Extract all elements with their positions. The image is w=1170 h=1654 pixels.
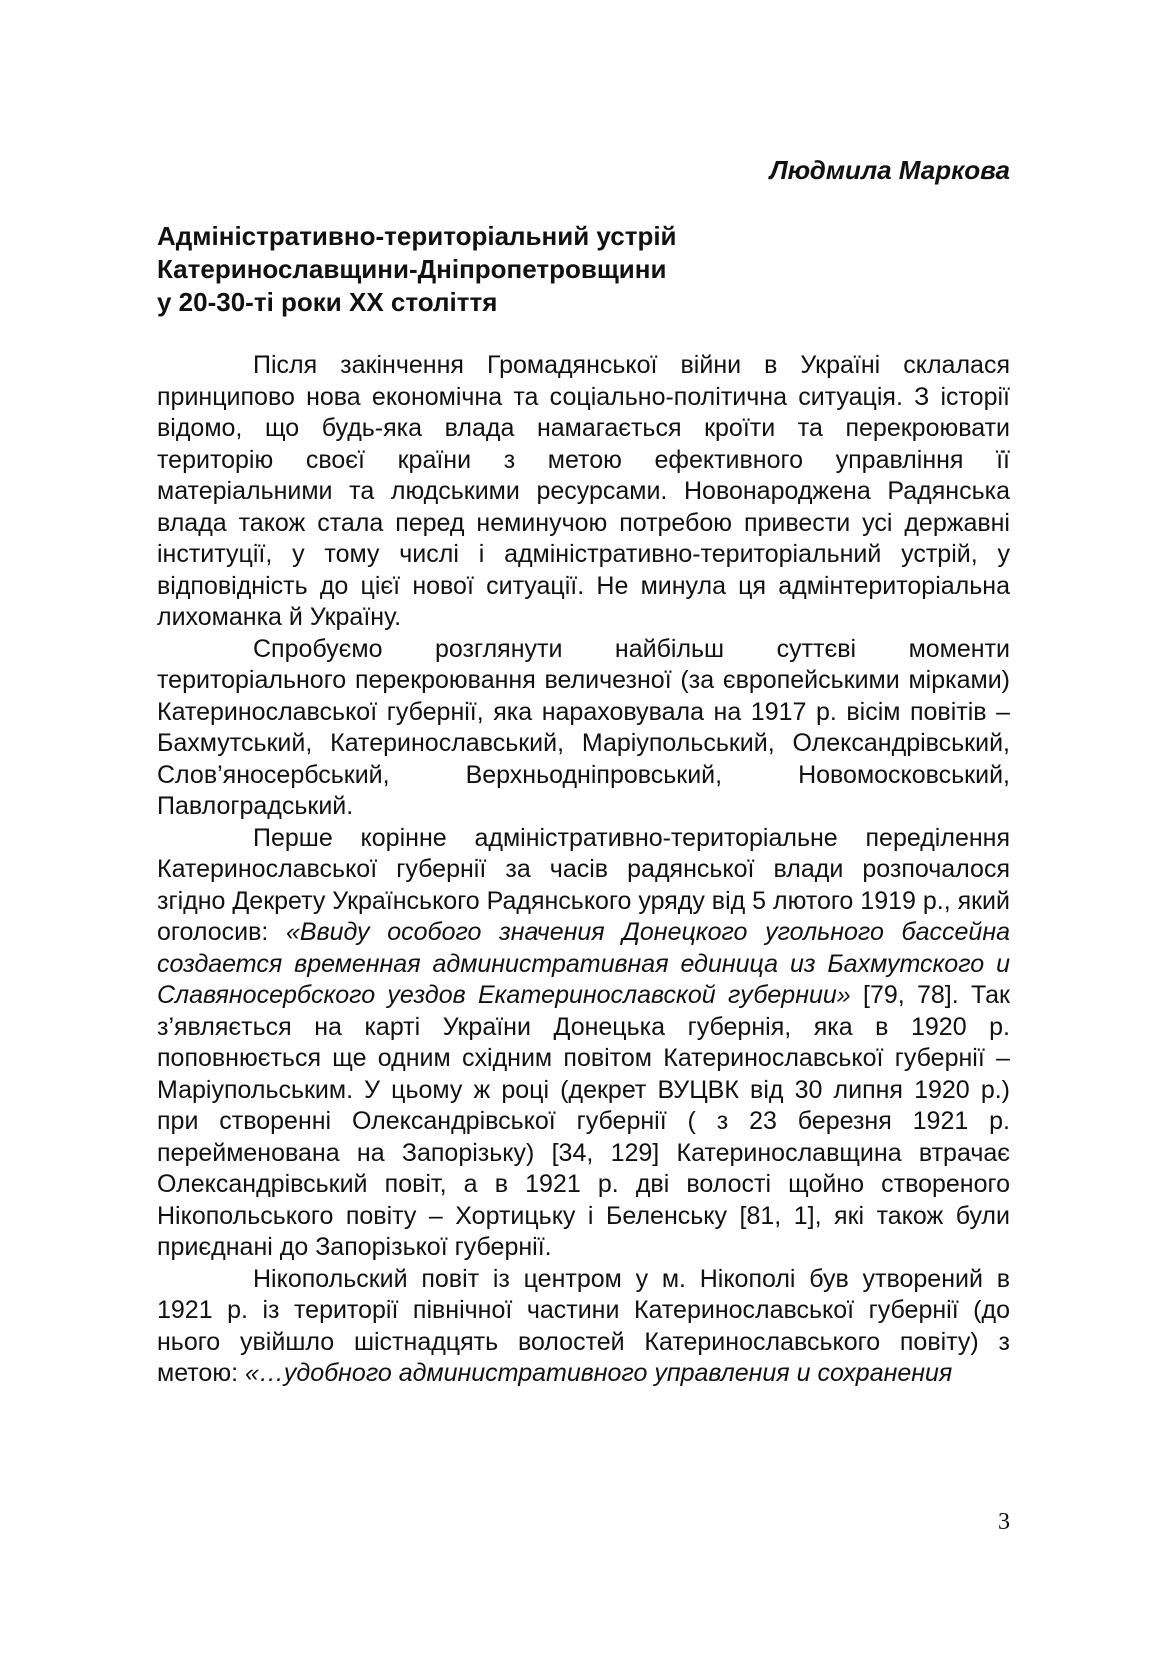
- article-title: [157, 220, 917, 319]
- paragraph: [157, 350, 1010, 634]
- title-line: у 20-30-ті роки ХХ століття: [157, 287, 498, 317]
- page-number: 3: [998, 1509, 1010, 1535]
- title-line: Катеринославщини-Дніпропетровщини: [157, 254, 667, 284]
- quoted-decree-text: «Ввиду особого значения Донецкого угольного бассейна создается временная административная единица из Бахмутского и Славяносербского уездов Екатеринославской губернии»: [157, 918, 1010, 1009]
- paragraph-text: Перше корінне адміністративно-територіальне переділення Катеринославської губернії за часів радянської влади розпочалося згідно Декрету Українського Радянського уряду від 5 лютого 1919 р., який оголосив:: [157, 823, 1010, 946]
- paragraph: [157, 634, 1010, 823]
- title-line: Адміністративно-територіальний устрій: [157, 221, 677, 251]
- paragraph-text: Після закінчення Громадянської війни в Україні склалася принципово нова економічна та соціально-політична ситуація. З історії відомо, що будь-яка влада намагається кроїти та перекроювати територію своєї країни з метою ефективного управління її матеріальними та людськими ресурсами. Новонароджена Радянська влада також стала перед неминучою потребою привести усі державні інституції, у тому числі і адміністративно-територіальний устрій, у відповідність до цієї нової ситуації. Не минула ця адмінтериторіальна лихоманка й Україну.: [157, 351, 1010, 631]
- paragraph: [157, 1264, 1010, 1390]
- paragraph-text: [79, 78]. Так з’являється на карті України Донецька губернія, яка в 1920 р. поповнюється ще одним східним повітом Катеринославської губернії – Маріупольським. У цьому ж році (декрет ВУЦВК від 30 липня 1920 р.) при створенні Олександрівської губернії ( з 23 березня 1921 р. перейменована на Запорізьку) [34, 129] Катеринославщина втрачає Олександрівський повіт, а в 1921 р. дві волості щойно створеного Нікопольського повіту – Хортицьку і Беленську [81, 1], які також були приєднані до Запорізької губернії.: [157, 981, 1010, 1261]
- paragraph-text: Спробуємо розглянути найбільш суттєві моменти територіального перекроювання величезної (за європейськими мірками) Катеринославської губернії, яка нараховувала на 1917 р. вісім повітів – Бахмутський, Катеринославський, Маріупольський, Олександрівський, Слов’яносербський, Верхньодніпровський, Новомосковський, Павлоградський.: [157, 634, 1010, 820]
- paragraph-text: Нікопольский повіт із центром у м. Нікополі був утворений в 1921 р. із території північної частини Катеринославської губернії (до нього увійшло шістнадцять волостей Катеринославського повіту) з метою:: [157, 1264, 1010, 1387]
- author-name: Людмила Маркова: [769, 155, 1010, 185]
- paragraph: [157, 823, 1010, 1264]
- article-body: [157, 350, 1010, 1390]
- quoted-text: «…удобного административного управления и сохранения: [244, 1359, 953, 1387]
